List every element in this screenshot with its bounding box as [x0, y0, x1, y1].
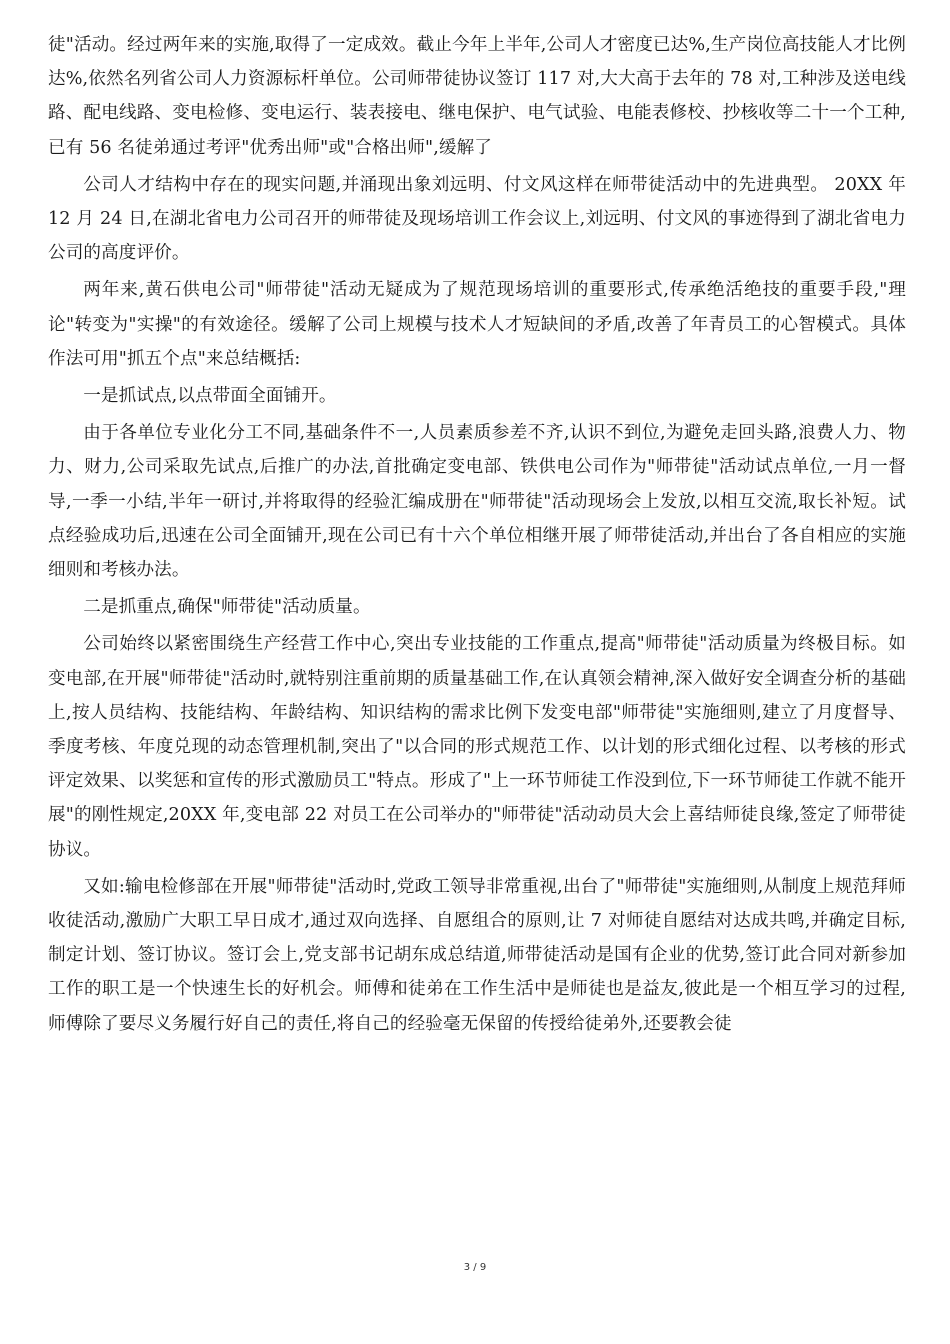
paragraph-2: 公司人才结构中存在的现实问题,并涌现出象刘远明、付文风这样在师带徒活动中的先进典型。 20XX 年 12 月 24 日,在湖北省电力公司召开的师带徒及现场培训工作会议上,刘远明、付文风的事迹得到了湖北省电力公司的高度评价。 — [48, 174, 906, 264]
paragraph-4-heading: 一是抓试点,以点带面全面铺开。 — [83, 386, 337, 407]
paragraph-7: 公司始终以紧密围绕生产经营工作中心,突出专业技能的工作重点,提高"师带徒"活动质量为终极目标。如变电部,在开展"师带徒"活动时,就特别注重前期的质量基础工作,在认真领会精神,深入做好安全调查分析的基础上,按人员结构、技能结构、年龄结构、知识结构的需求比例下发变电部"师带徒"实施细则,建立了月度督导、季度考核、年度兑现的动态管理机制,突出了"以合同的形式规范工作、以计划的形式细化过程、以考核的形式评定效果、以奖惩和宣传的形式激励员工"特点。形成了"上一环节师徒工作没到位,下一环节师徒工作就不能开展"的刚性规定,20XX 年,变电部 22 对员工在公司举办的"师带徒"活动动员大会上喜结师徒良缘,签定了师带徒协议。 — [48, 634, 906, 860]
paragraph-1: 徒"活动。经过两年来的实施,取得了一定成效。截止今年上半年,公司人才密度已达%,生产岗位高技能人才比例达%,依然名列省公司人力资源标杆单位。公司师带徒协议签订 117 对,大大高于去年的 78 对,工种涉及送电线路、配电线路、变电检修、变电运行、装表接电、继电保护、电气试验、电能表修校、抄核收等二十一个工种,已有 56 名徒弟通过考评"优秀出师"或"合格出师",缓解了 — [48, 35, 906, 158]
paragraph-5: 由于各单位专业化分工不同,基础条件不一,人员素质参差不齐,认识不到位,为避免走回头路,浪费人力、物力、财力,公司采取先试点,后推广的办法,首批确定变电部、铁供电公司作为"师带徒"活动试点单位,一月一督导,一季一小结,半年一研讨,并将取得的经验汇编成册在"师带徒"活动现场会上发放,以相互交流,取长补短。试点经验成功后,迅速在公司全面铺开,现在公司已有十六个单位相继开展了师带徒活动,并出台了各自相应的实施细则和考核办法。 — [48, 423, 906, 581]
page-number: 3 / 9 — [463, 1262, 487, 1273]
paragraph-3: 两年来,黄石供电公司"师带徒"活动无疑成为了规范现场培训的重要形式,传承绝活绝技的重要手段,"理论"转变为"实操"的有效途径。缓解了公司上规模与技术人才短缺间的矛盾,改善了年青员工的心智模式。具体作法可用"抓五个点"来总结概括: — [48, 280, 906, 369]
document-page — [48, 28, 906, 1041]
paragraph-8: 又如:输电检修部在开展"师带徒"活动时,党政工领导非常重视,出台了"师带徒"实施细则,从制度上规范拜师收徒活动,激励广大职工早日成才,通过双向选择、自愿组合的原则,让 7 对师徒自愿结对达成共鸣,并确定目标,制定计划、签订协议。签订会上,党支部书记胡东成总结道,师带徒活动是国有企业的优势,签订此合同对新参加工作的职工是一个快速生长的好机会。师傅和徒弟在工作生活中是师徒也是益友,彼此是一个相互学习的过程,师傅除了要尽义务履行好自己的责任,将自己的经验毫无保留的传授给徒弟外,还要教会徒 — [48, 876, 906, 1034]
paragraph-6-heading: 二是抓重点,确保"师带徒"活动质量。 — [83, 597, 371, 618]
